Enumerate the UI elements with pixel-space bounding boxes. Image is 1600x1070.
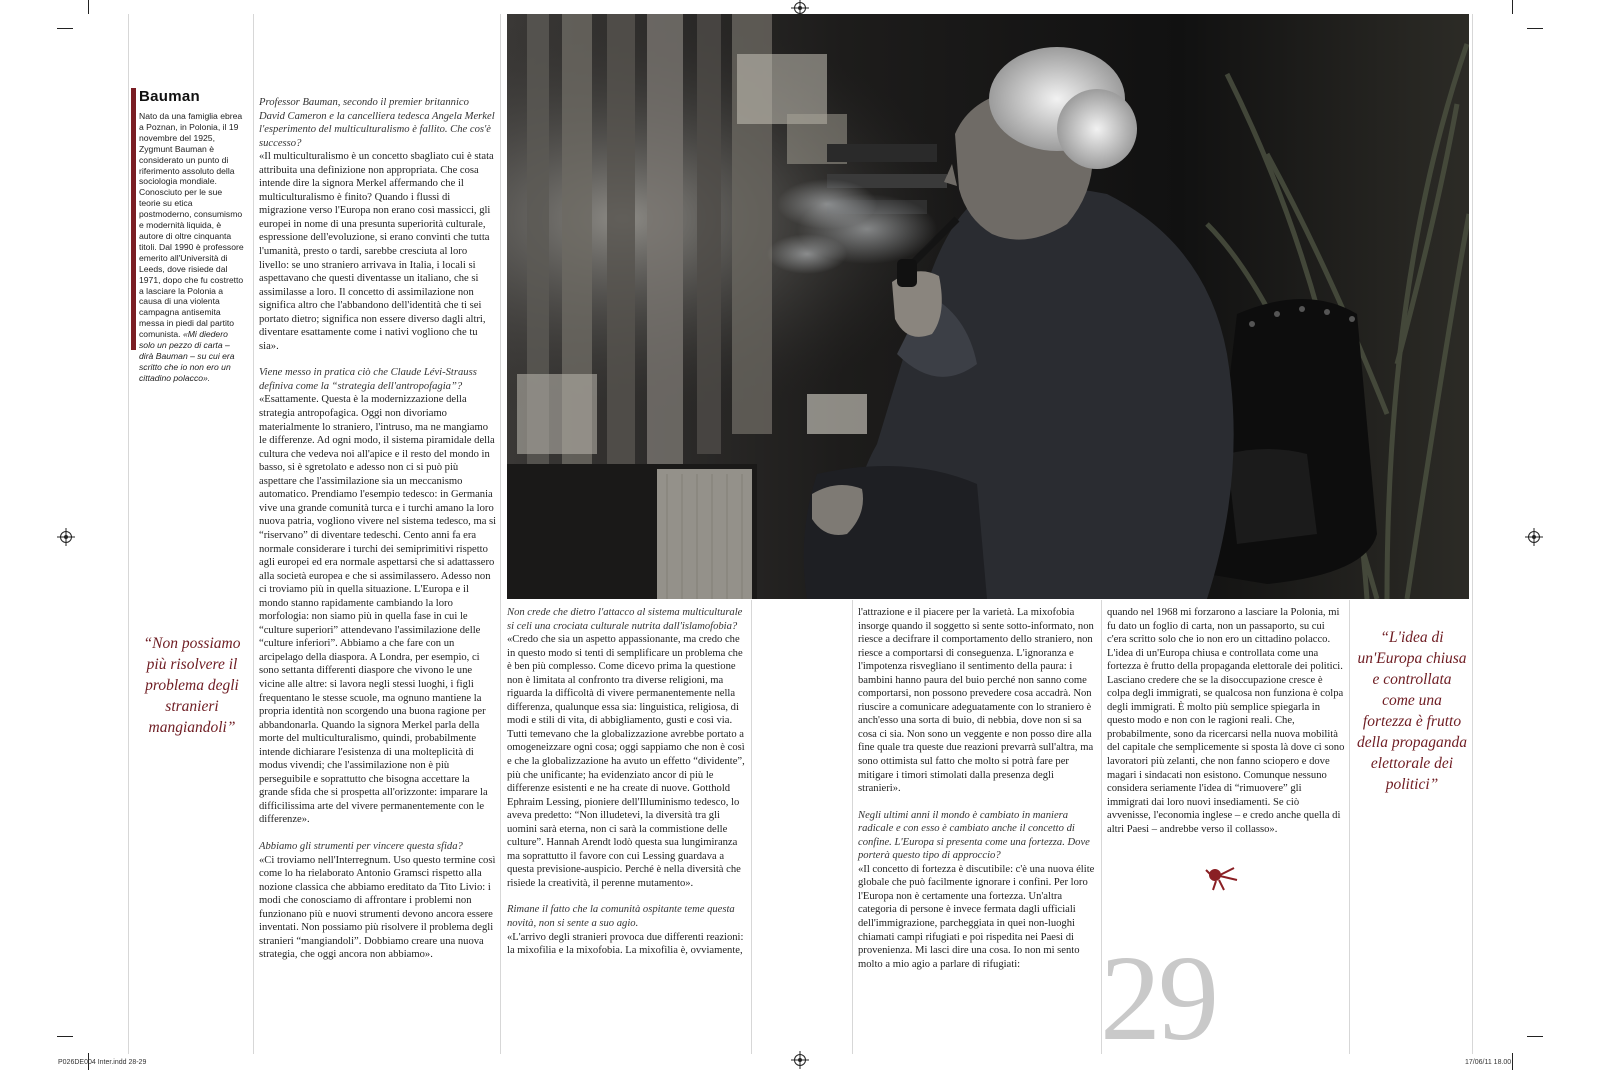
interview-question: Abbiamo gli strumenti per vincere questa sfida? [259,840,463,852]
page-number: 29 [1100,931,1216,1066]
paragraph-gap [259,353,497,366]
sidebar-title: Bauman [139,88,200,105]
interview-question: Non crede che dietro l'attacco al sistema multiculturale si celi una crociata culturale nutrita dall'islamofobia? [507,607,743,632]
man-smoking-pipe-photo [507,14,1469,599]
column-rule [751,600,752,1054]
registration-mark-icon [60,531,72,543]
interview-answer: «Il multiculturalismo è un concetto sbagliato cui è stata attribuita una definizione non appropriata. Che cosa intende dire la signora Merkel affermando che il multiculturalismo è finito? Quando i flussi di migrazione verso l'Europa non erano così massicci, gli europei in nome di una presunta superiorità culturale, espressione dell'evoluzione, si erano convinti che tutta l'umanità, presto o tardi, sarebbe cresciuta al loro livello: se uno straniero arrivava in Italia, i locali si aspettavano che questi diventasse un italiano, che si assimilasse a loro. Il concetto di assimilazione non significa altro che l'abbandono dell'identità che ti sei portato dietro; significa non essere diverso dagli altri, diventare esattamente come i nativi vogliono che tu sia». [259,151,494,352]
interview-question: Negli ultimi anni il mondo è cambiato in maniera radicale e con esso è cambiato anche il concetto di confine. L'Europa si presenta come una fortezza. Dove porterà questo tipo di approccio? [858,809,1090,862]
crop-mark [57,28,73,29]
pull-quote-left: “Non possiamo più risolvere il problema degli stranieri mangiandoli” [143,635,241,736]
interview-answer: «Credo che sia un aspetto appassionante, ma credo che in questo modo si tenti di semplificare un problema che è ben più complesso. Come dicevo prima la questione non è limitata al confronto tra diverse religioni, ma riguarda la difficoltà di vivere permanentemente nella differenza, qualunque essa sia: linguistica, religiosa, di modi e stili di vita, di abbigliamento, gusti e così via. Tutti temevano che la globalizzazione avrebbe portato a omogeneizzare ogni cosa; oggi sappiamo che non è così e che la globalizzazione ha avuto un effetto “dividente”, più che unificante; ha evidenziato ancor di più le differenze esistenti e ne ha create di nuove. Gotthold Ephraim Lessing, pioniere dell'Illuminismo tedesco, lo aveva predetto: “Non illudetevi, la diversità tra gli uomini sarà eterna, non ci sarà la commistione delle culture”. Hannah Arendt lodò questa sua lungimiranza ma soprattutto il favore con cui Lessing guardava a questa previsione-auspicio. Perché è nella diversità che risiede la creatività, il perenne mutamento». [507,634,745,889]
crop-mark [57,1036,73,1037]
bio-sidebar [131,88,245,383]
registration-mark-icon [794,1054,806,1066]
crop-mark [1527,1036,1543,1037]
interview-question: Professor Bauman, secondo il premier britannico David Cameron e la cancelliera tedesca Angela Merkel l'esperimento del multiculturalismo è fallito. Che cos'è successo? [259,97,495,149]
interview-question: Rimane il fatto che la comunità ospitante teme questa novità, non si sente a suo agio. [507,904,735,930]
slug-right: 17/06/11 18.00 [1465,1059,1512,1066]
red-figure-logo-icon [1204,862,1240,892]
column-rule [1349,600,1350,1054]
article-column-3 [858,606,1097,971]
interview-answer: «Esattamente. Questa è la modernizzazione della strategia antropofagica. Oggi non divoriamo materialmente lo straniero, l'intruso, ma ne mangiamo le differenze. Ad ogni modo, il sistema piramidale della cultura che vedeva noi all'apice e il resto del mondo in basso, si è sgretolato e adesso non ci si può più aspettare che l'assimilazione sia un meccanismo automatico. Prendiamo l'esempio tedesco: in Germania vive una grande comunità turca e i turchi amano la loro nuova patria, vogliono vivere nel sistema tedesco, ma si “riservano” di diventare tedeschi. Cento anni fa era normale considerare i turchi dei semiprimitivi rispetto agli europei ed era normale aspettarsi che si adattassero alla società europea e che si assimilassero. Adesso non ci troviamo più in quella situazione. L'Europa e il mondo stanno rapidamente cambiando la loro morfologia: non siamo più in quella fase in cui le “culture superiori” attendevano l'assimilazione delle “culture inferiori”. Abbiamo a che fare con un arcipelago della diaspora. A Londra, per esempio, ci sono settanta differenti diaspore che vivono le une vicine alle altre: si lavora negli stessi luoghi, i figli frequentano le stesse scuole, ma ognuno mantiene la propria identità non scorgendo una buona ragione per abbandonarla. Quando la signora Merkel parla della morte del multiculturalismo, quindi, probabilmente intende dichiarare l'esistenza di una molteplicità di modus vivendi; che l'assimilazione non è più perseguibile e soprattutto che bisogna accettare la grande sfida che si prospetta all'orizzonte: imparare la difficilissima arte del vivere permanentemente con le differenze». [259,394,497,826]
interview-answer: «Il concetto di fortezza è discutibile: c'è una nuova élite globale che può facilmente ignorare i confini. Per loro l'Europa non è certamente una fortezza. Un'altra categoria di persone è invece fermata dagli ufficiali dell'immigrazione, parcheggiata in quei non-luoghi chiamati campi rifugiati e poi rispedita nei Paesi di provenienza. Mi lasci dire una cosa. Io non mi sento molto a mio agio a parlare di rifugiati: [858,863,1095,970]
paragraph-gap [858,796,1097,809]
column-rule [253,14,254,1054]
column-rule [500,14,501,1054]
crop-mark [88,0,89,14]
paragraph-gap [507,890,748,903]
interview-answer: «Ci troviamo nell'Interregnum. Uso questo termine così come lo ha rielaborato Antonio Gramsci rispetto alla nozione classica che abbiamo ereditato da Tito Livio: i modi che conosciamo di affrontare i problemi non funzionano più e nuovi strumenti devono ancora essere inventati. Non possiamo più risolvere il problema degli stranieri “mangiandoli”. Dobbiamo creare una nuova strategia, che oggi ancora non abbiamo». [259,854,496,961]
portrait-photo [507,14,1469,599]
crop-mark [1527,28,1543,29]
article-column-4 [1107,606,1345,836]
registration-mark-icon [794,2,806,14]
crop-mark [1512,0,1513,14]
paragraph-gap [259,827,497,840]
article-column-2 [507,606,748,958]
article-column-1 [259,96,497,962]
column-rule [852,600,853,1054]
interview-answer: quando nel 1968 mi forzarono a lasciare la Polonia, mi fu dato un foglio di carta, non un passaporto, su cui c'era scritto solo che io non ero un cittadino polacco. L'idea di un'Europa chiusa e controllata come una fortezza è frutto della propaganda elettorale dei politici. Lasciano credere che se la disoccupazione cresce è colpa degli immigrati, se qualcosa non funziona è colpa degli immigrati. È molto più semplice spiegarla in questo modo e non con le ragioni reali. Che, probabilmente, sono da ricercarsi nella nuova mobilità del capitale che semplicemente si sposta là dove ci sono lavoratori più zelanti, che non fanno sciopero e dove magari i sindacati non esistono. Comunque nessuno considera seriamente l'idea di “rimuovere” gli immigrati dai loro nuovi insediamenti. Se ciò avvenisse, l'economia inglese – e credo anche quella di altri Paesi – andrebbe verso il collasso». [1107,607,1345,835]
sidebar-bio: Nato da una famiglia ebrea a Poznan, in Polonia, il 19 novembre del 1925, Zygmunt Bauman è considerato un punto di riferimento assoluto della sociologia mondiale. Conosciuto per le sue teorie su etica postmoderno, consumismo e modernità liquida, è autore di oltre cinquanta titoli. Dal 1990 è professore emerito all'Università di Leeds, dove risiede dal 1971, dopo che fu costretto a lasciare la Polonia a causa di una violenta campagna antisemita messa in piedi dal partito comunista. «Mi diedero solo un pezzo di carta – dirà Bauman – su cui era scritto che io non ero un cittadino polacco». [139,111,244,383]
slug-left: P026DE004 Inter.indd 28-29 [58,1059,147,1066]
registration-mark-icon [1528,531,1540,543]
crop-mark [1512,1053,1513,1070]
pull-quote-right: “L'idea di un'Europa chiusa e controllata come una fortezza è frutto della propaganda elettorale dei politici” [1356,629,1468,793]
column-rule [128,14,129,1054]
sidebar-quote: «Mi diedero solo un pezzo di carta – dirà Bauman – su cui era scritto che io non ero un cittadino polacco». [139,329,235,383]
interview-answer: l'attrazione e il piacere per la varietà. La mixofobia insorge quando il soggetto si sente sotto-informato, non riesce a decifrare il comportamento dello straniero, non riesce a comportarsi di conseguenza. L'ignoranza e l'impotenza risvegliano il sentimento della paura: i bambini hanno paura del buio perché non sanno come comportarsi, non possono prevedere cosa accadrà. Non riuscire a comunicare adeguatamente con lo straniero è anch'esso una sorta di buio, di nebbia, dove non si sa cosa ci sia. Non sono un veggente e non posso dire alla fine quale tra queste due reazioni prevarrà sull'altra, ma sono ottimista sul fatto che molto si potrà fare per mitigare i timori stimolati dalla presenza degli stranieri». [858,607,1094,795]
interview-answer: «L'arrivo degli stranieri provoca due differenti reazioni: la mixofilia e la mixofobia. La mixofilia è, ovviamente, [507,931,744,957]
interview-question: Viene messo in pratica ciò che Claude Lévi-Strauss definiva come la “strategia dell'antropofagia”? [259,367,477,392]
column-rule [1472,14,1473,1054]
